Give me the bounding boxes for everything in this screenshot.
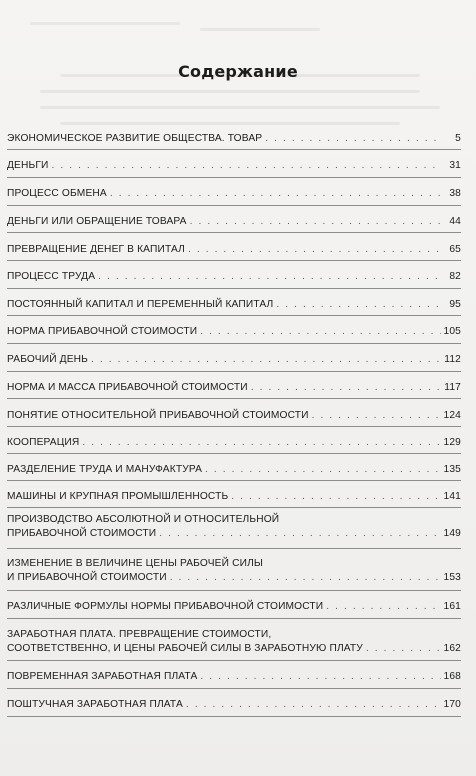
dot-leader <box>276 298 441 312</box>
dot-leader <box>186 698 441 712</box>
separator-line <box>7 232 461 233</box>
dot-leader <box>98 270 441 284</box>
toc-entry[interactable] <box>7 298 461 312</box>
toc-entry-title: НОРМА ПРИБАВОЧНОЙ СТОИМОСТИ <box>7 326 198 337</box>
toc-entry-title: ПОСТОЯННЫЙ КАПИТАЛ И ПЕРЕМЕННЫЙ КАПИТАЛ <box>7 299 274 310</box>
separator-line <box>7 149 461 150</box>
separator-line <box>7 288 461 289</box>
toc-entry-title: СООТВЕТСТВЕННО, И ЦЕНЫ РАБОЧЕЙ СИЛЫ В ЗАРАБОТНУЮ ПЛАТУ <box>7 643 363 654</box>
toc-entry[interactable] <box>7 409 461 423</box>
dot-leader <box>91 353 441 367</box>
separator-line <box>7 205 461 206</box>
separator-line <box>7 426 461 427</box>
toc-entry-title: ПРОЦЕСС ТРУДА <box>7 271 96 282</box>
toc-entry-row <box>7 243 461 257</box>
toc-entry[interactable] <box>7 513 461 541</box>
separator-line <box>7 590 461 591</box>
toc-entry-title: НОРМА И МАССА ПРИБАВОЧНОЙ СТОИМОСТИ <box>7 382 248 393</box>
toc-entry-title: И ПРИБАВОЧНОЙ СТОИМОСТИ <box>7 572 167 583</box>
dot-leader <box>190 215 441 229</box>
separator-line <box>7 398 461 399</box>
toc-entry-page-number: 149 <box>443 528 461 539</box>
dot-leader <box>110 187 441 201</box>
separator-line <box>7 453 461 454</box>
toc-entry-row <box>7 381 461 395</box>
toc-entry-title-line: ПРОИЗВОДСТВО АБСОЛЮТНОЙ И ОТНОСИТЕЛЬНОЙ <box>7 514 280 525</box>
toc-entry-row <box>7 353 461 367</box>
toc-entry-title: РАЗДЕЛЕНИЕ ТРУДА И МАНУФАКТУРА <box>7 464 203 475</box>
toc-entry-title: ДЕНЬГИ <box>7 160 49 171</box>
toc-entry-page-number: 124 <box>443 410 461 421</box>
toc-entry-row <box>7 159 461 173</box>
toc-entry[interactable] <box>7 490 461 504</box>
toc-entry-row <box>7 527 461 541</box>
toc-entry-title: КООПЕРАЦИЯ <box>7 437 80 448</box>
toc-entry-title-line: ИЗМЕНЕНИЕ В ВЕЛИЧИНЕ ЦЕНЫ РАБОЧЕЙ СИЛЫ <box>7 558 264 569</box>
toc-entry[interactable] <box>7 600 461 614</box>
toc-entry-page-number: 153 <box>443 572 461 583</box>
dot-leader <box>170 571 441 585</box>
toc-entry-page-number: 129 <box>443 437 461 448</box>
toc-entry-page-number: 65 <box>449 244 461 255</box>
toc-entry-title: ПРОЦЕСС ОБМЕНА <box>7 188 107 199</box>
dot-leader <box>200 325 441 339</box>
toc-entry-title: ПОВРЕМЕННАЯ ЗАРАБОТНАЯ ПЛАТА <box>7 671 198 682</box>
toc-entry-page-number: 44 <box>449 216 461 227</box>
toc-entry-row <box>7 436 461 450</box>
dot-leader <box>366 642 441 656</box>
toc-entry[interactable] <box>7 381 461 395</box>
toc-entry-title: МАШИНЫ И КРУПНАЯ ПРОМЫШЛЕННОСТЬ <box>7 491 229 502</box>
toc-entry[interactable] <box>7 628 461 656</box>
toc-entry[interactable] <box>7 670 461 684</box>
separator-line <box>7 688 461 689</box>
toc-entry-page-number: 5 <box>455 133 461 144</box>
toc-entry-row <box>7 298 461 312</box>
dot-leader <box>159 527 441 541</box>
dot-leader <box>326 600 441 614</box>
toc-entry[interactable] <box>7 353 461 367</box>
dot-leader <box>231 490 441 504</box>
separator-line <box>7 548 461 549</box>
toc-entry-row <box>7 600 461 614</box>
toc-entry-page-number: 168 <box>443 671 461 682</box>
separator-line <box>7 480 461 481</box>
toc-entry-page-number: 170 <box>443 699 461 710</box>
toc-entry-row <box>7 215 461 229</box>
separator-line <box>7 716 461 717</box>
toc-entry-title: ПОНЯТИЕ ОТНОСИТЕЛЬНОЙ ПРИБАВОЧНОЙ СТОИМОСТИ <box>7 410 309 421</box>
show-through-text <box>0 0 476 180</box>
toc-entry-title: ДЕНЬГИ ИЛИ ОБРАЩЕНИЕ ТОВАРА <box>7 216 187 227</box>
toc-entry-row <box>7 463 461 477</box>
dot-leader <box>188 243 441 257</box>
separator-line <box>7 343 461 344</box>
toc-entry-row <box>7 270 461 284</box>
toc-entry-page-number: 105 <box>443 326 461 337</box>
toc-entry-page-number: 117 <box>444 382 461 393</box>
toc-entry-page-number: 112 <box>444 354 461 365</box>
toc-entry-page-number: 162 <box>443 643 461 654</box>
toc-entry[interactable] <box>7 159 461 173</box>
toc-entry-row <box>7 132 461 146</box>
toc-entry-page-number: 95 <box>449 299 461 310</box>
toc-entry[interactable] <box>7 698 461 712</box>
toc-entry[interactable] <box>7 187 461 201</box>
toc-entry-page-number: 161 <box>443 601 461 612</box>
separator-line <box>7 315 461 316</box>
toc-entry-page-number: 31 <box>449 160 461 171</box>
toc-entry[interactable] <box>7 215 461 229</box>
separator-line <box>7 618 461 619</box>
toc-entry-title: РАБОЧИЙ ДЕНЬ <box>7 354 88 365</box>
toc-entry-title: ПОШТУЧНАЯ ЗАРАБОТНАЯ ПЛАТА <box>7 699 183 710</box>
dot-leader <box>51 159 441 173</box>
toc-entry-title-line: ЗАРАБОТНАЯ ПЛАТА. ПРЕВРАЩЕНИЕ СТОИМОСТИ, <box>7 629 272 640</box>
separator-line <box>7 660 461 661</box>
toc-entry-row <box>7 187 461 201</box>
toc-entry-title: ПРИБАВОЧНОЙ СТОИМОСТИ <box>7 528 157 539</box>
toc-entry-row <box>7 325 461 339</box>
separator-line <box>7 260 461 261</box>
toc-entry-row <box>7 490 461 504</box>
separator-line <box>7 177 461 178</box>
dot-leader <box>251 381 441 395</box>
toc-entry-row <box>7 670 461 684</box>
toc-entry-page-number: 141 <box>443 491 461 502</box>
toc-entry-page-number: 82 <box>449 271 461 282</box>
toc-entry[interactable] <box>7 463 461 477</box>
dot-leader <box>200 670 441 684</box>
toc-entry-row <box>7 571 461 585</box>
toc-entry[interactable] <box>7 557 461 585</box>
toc-entry-page-number: 135 <box>443 464 461 475</box>
toc-entry-page-number: 38 <box>449 188 461 199</box>
dot-leader <box>82 436 441 450</box>
toc-entry-row <box>7 642 461 656</box>
toc-entry-row <box>7 409 461 423</box>
toc-entry[interactable] <box>7 132 461 146</box>
toc-entry-title: ПРЕВРАЩЕНИЕ ДЕНЕГ В КАПИТАЛ <box>7 244 185 255</box>
toc-entry-row <box>7 698 461 712</box>
page-title: Содержание <box>178 62 298 81</box>
dot-leader <box>312 409 441 423</box>
toc-entry[interactable] <box>7 325 461 339</box>
toc-entry[interactable] <box>7 243 461 257</box>
dot-leader <box>205 463 441 477</box>
toc-entry-title: РАЗЛИЧНЫЕ ФОРМУЛЫ НОРМЫ ПРИБАВОЧНОЙ СТОИМОСТИ <box>7 601 324 612</box>
dot-leader <box>265 132 441 146</box>
toc-entry[interactable] <box>7 436 461 450</box>
separator-line <box>7 507 461 508</box>
toc-entry[interactable] <box>7 270 461 284</box>
toc-entry-title: ЭКОНОМИЧЕСКОЕ РАЗВИТИЕ ОБЩЕСТВА. ТОВАР <box>7 133 263 144</box>
separator-line <box>7 371 461 372</box>
